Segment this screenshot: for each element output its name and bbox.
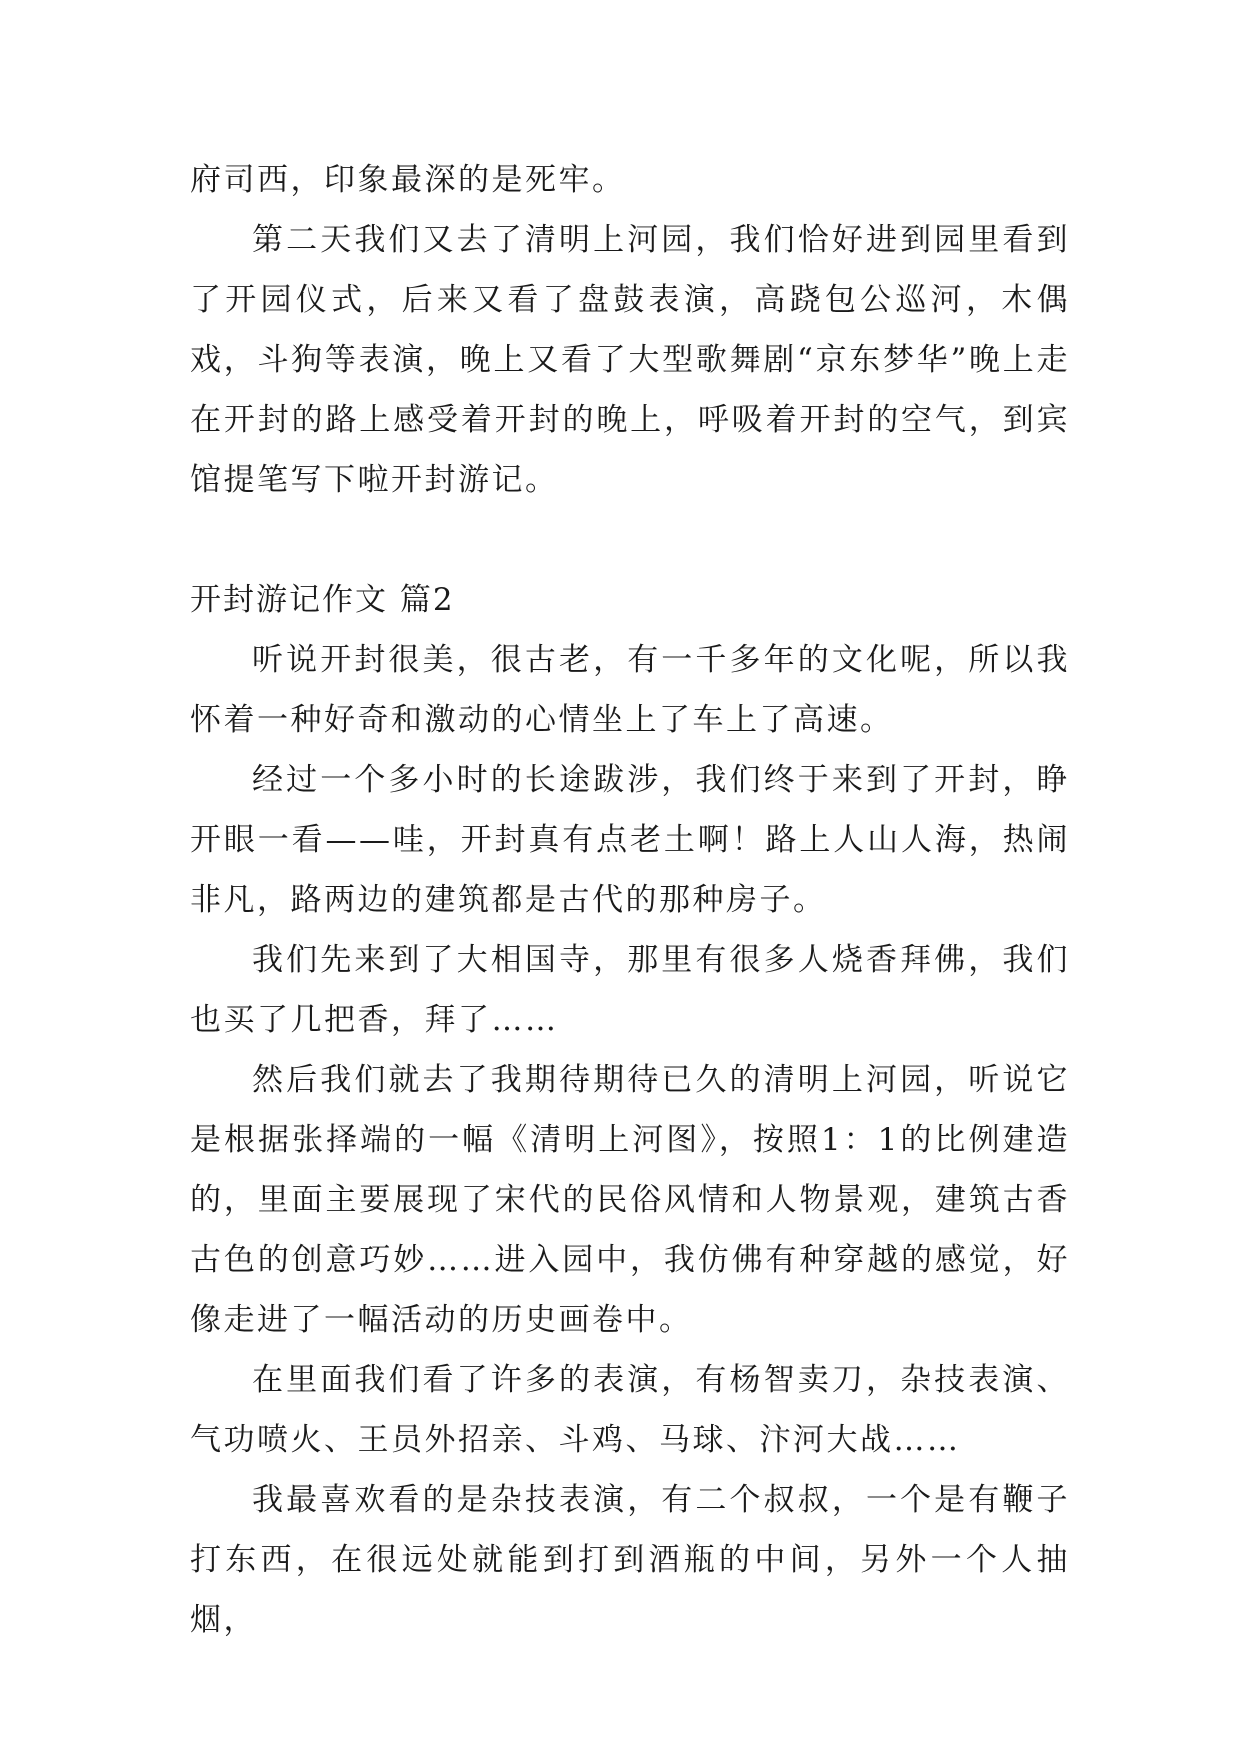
- paragraph: 经过一个多小时的长途跋涉，我们终于来到了开封，睁开眼一看——哇，开封真有点老土啊！路上人山人海，热闹非凡，路两边的建筑都是古代的那种房子。: [190, 762, 1070, 918]
- paragraph: 我最喜欢看的是杂技表演，有二个叔叔，一个是有鞭子打东西，在很远处就能到打到酒瓶的中间，另外一个人抽烟，: [190, 1482, 1070, 1638]
- paragraph: 在里面我们看了许多的表演，有杨智卖刀，杂技表演、气功喷火、王员外招亲、斗鸡、马球、汴河大战……: [190, 1362, 1070, 1458]
- paragraph: 第二天我们又去了清明上河园，我们恰好进到园里看到了开园仪式，后来又看了盘鼓表演，高跷包公巡河，木偶戏，斗狗等表演，晚上又看了大型歌舞剧“京东梦华”晚上走在开封的路上感受着开封的晚上，呼吸着开封的空气，到宾馆提笔写下啦开封游记。: [190, 222, 1070, 498]
- paragraph: 我们先来到了大相国寺，那里有很多人烧香拜佛，我们也买了几把香，拜了……: [190, 942, 1070, 1038]
- paragraph: 府司西，印象最深的是死牢。: [190, 162, 626, 198]
- text-column: [190, 150, 1070, 1650]
- paragraph: 听说开封很美，很古老，有一千多年的文化呢，所以我怀着一种好奇和激动的心情坐上了车上了高速。: [190, 642, 1070, 738]
- section-heading: 开封游记作文 篇2: [190, 582, 455, 618]
- section-gap: [190, 510, 1070, 570]
- paragraph: 然后我们就去了我期待期待已久的清明上河园，听说它是根据张择端的一幅《清明上河图》，按照1：1的比例建造的，里面主要展现了宋代的民俗风情和人物景观，建筑古香古色的创意巧妙……进入园中，我仿佛有种穿越的感觉，好像走进了一幅活动的历史画卷中。: [190, 1062, 1070, 1338]
